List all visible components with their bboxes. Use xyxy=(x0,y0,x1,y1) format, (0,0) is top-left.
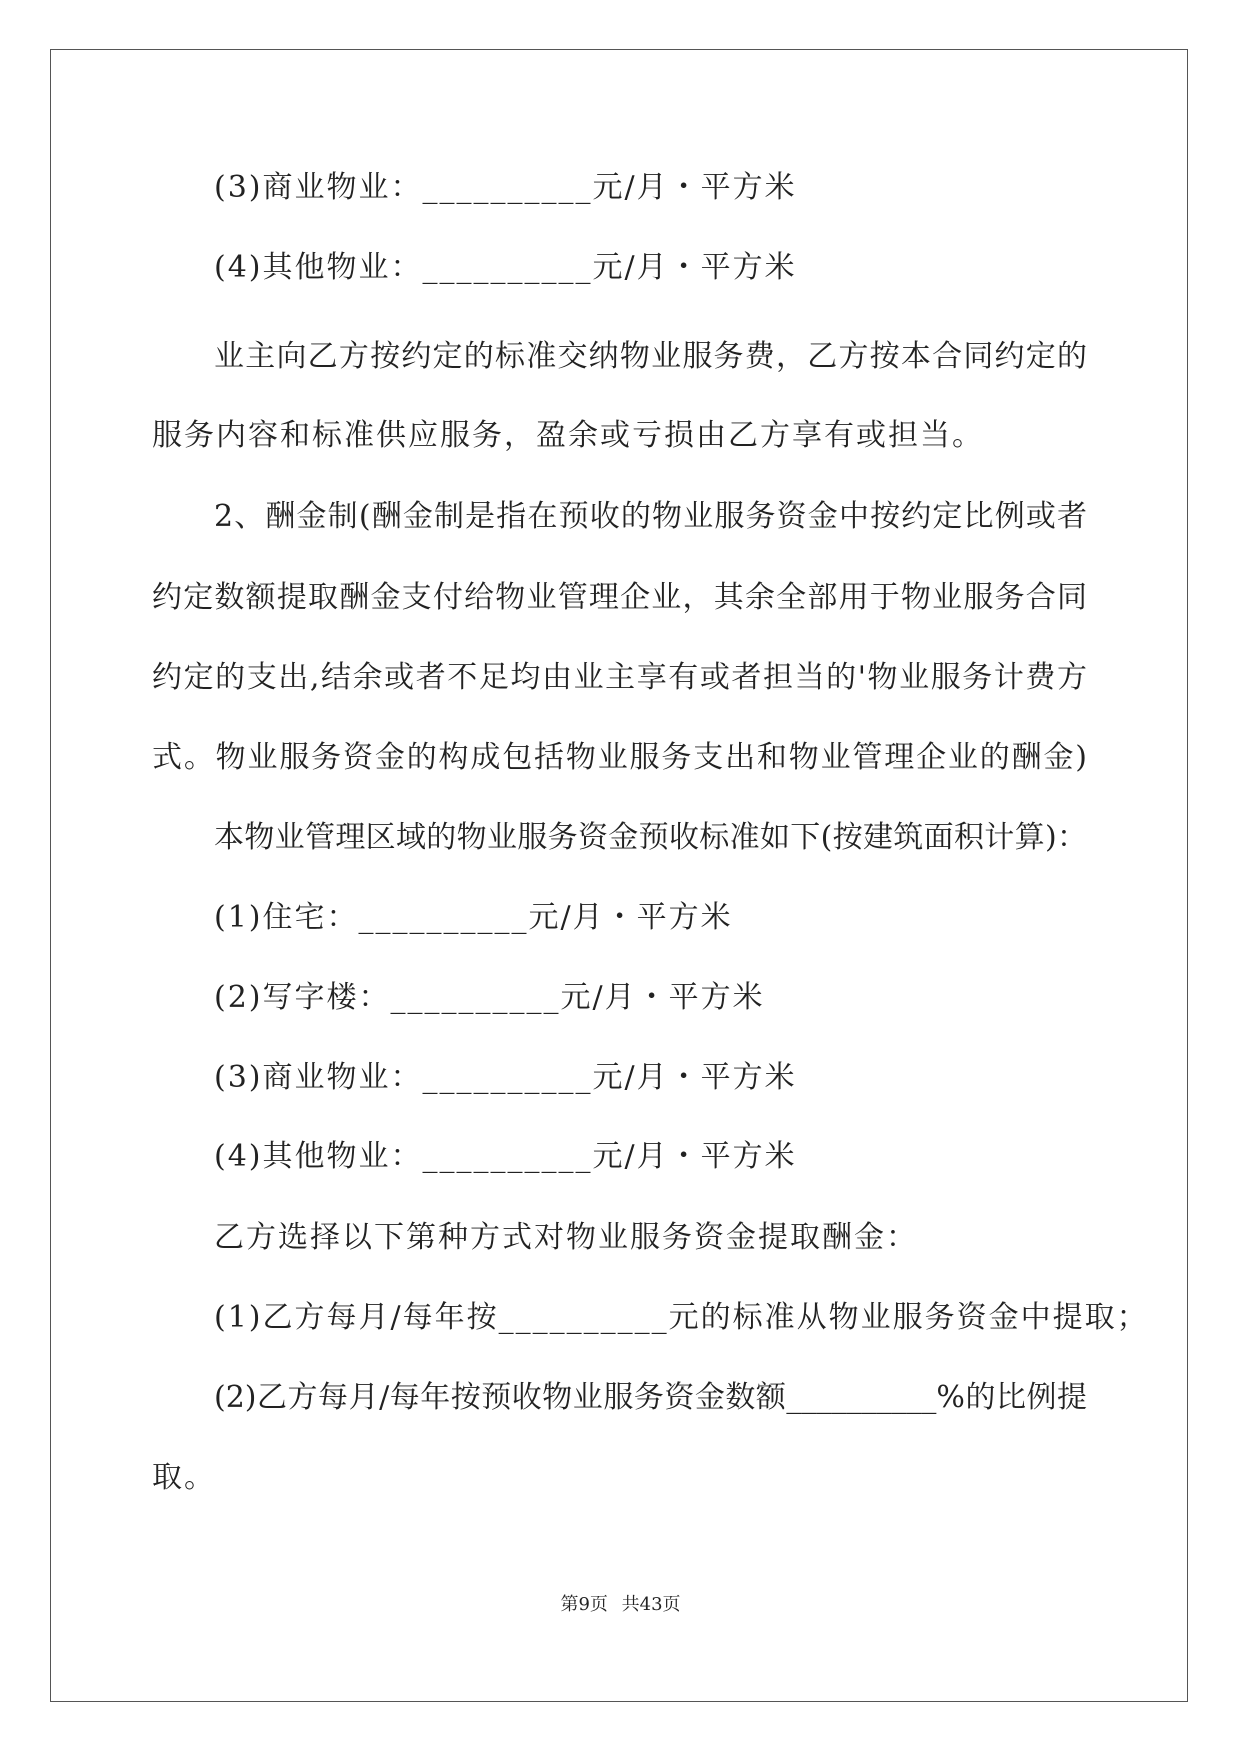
text-line: (4)其他物业：__________元/月・平方米 xyxy=(214,250,797,285)
page-number: 第9页 xyxy=(560,1594,608,1615)
paragraph-line: 服务内容和标准供应服务，盈余或亏损由乙方享有或担当。 xyxy=(152,418,984,453)
text-line: (1)乙方每月/每年按__________元的标准从物业服务资金中提取； xyxy=(214,1300,1149,1335)
text-line: (2)写字楼：__________元/月・平方米 xyxy=(214,980,765,1015)
paragraph-line: 式。物业服务资金的构成包括物业服务支出和物业管理企业的酬金) xyxy=(152,740,1087,775)
text-line: 乙方选择以下第种方式对物业服务资金提取酬金： xyxy=(214,1220,918,1255)
text-line: 取。 xyxy=(152,1460,216,1495)
paragraph-line: 2、酬金制(酬金制是指在预收的物业服务资金中按约定比例或者 xyxy=(214,499,1087,534)
paragraph-line: (2)乙方每月/每年按预收物业服务资金数额__________%的比例提 xyxy=(214,1380,1087,1415)
page-footer xyxy=(0,1590,1241,1616)
text-line: (1)住宅：__________元/月・平方米 xyxy=(214,900,733,935)
page-total: 共43页 xyxy=(621,1594,681,1615)
text-line: (3)商业物业：__________元/月・平方米 xyxy=(214,1060,797,1095)
page-border xyxy=(50,49,1188,1702)
paragraph-line: 本物业管理区域的物业服务资金预收标准如下(按建筑面积计算)： xyxy=(214,820,1087,855)
text-line: (3)商业物业：__________元/月・平方米 xyxy=(214,170,797,205)
paragraph-line: 约定数额提取酬金支付给物业管理企业，其余全部用于物业服务合同 xyxy=(152,580,1087,615)
paragraph-line: 业主向乙方按约定的标准交纳物业服务费，乙方按本合同约定的 xyxy=(214,339,1087,374)
text-line: (4)其他物业：__________元/月・平方米 xyxy=(214,1139,797,1174)
paragraph-line: 约定的支出,结余或者不足均由业主享有或者担当的'物业服务计费方 xyxy=(152,660,1087,695)
